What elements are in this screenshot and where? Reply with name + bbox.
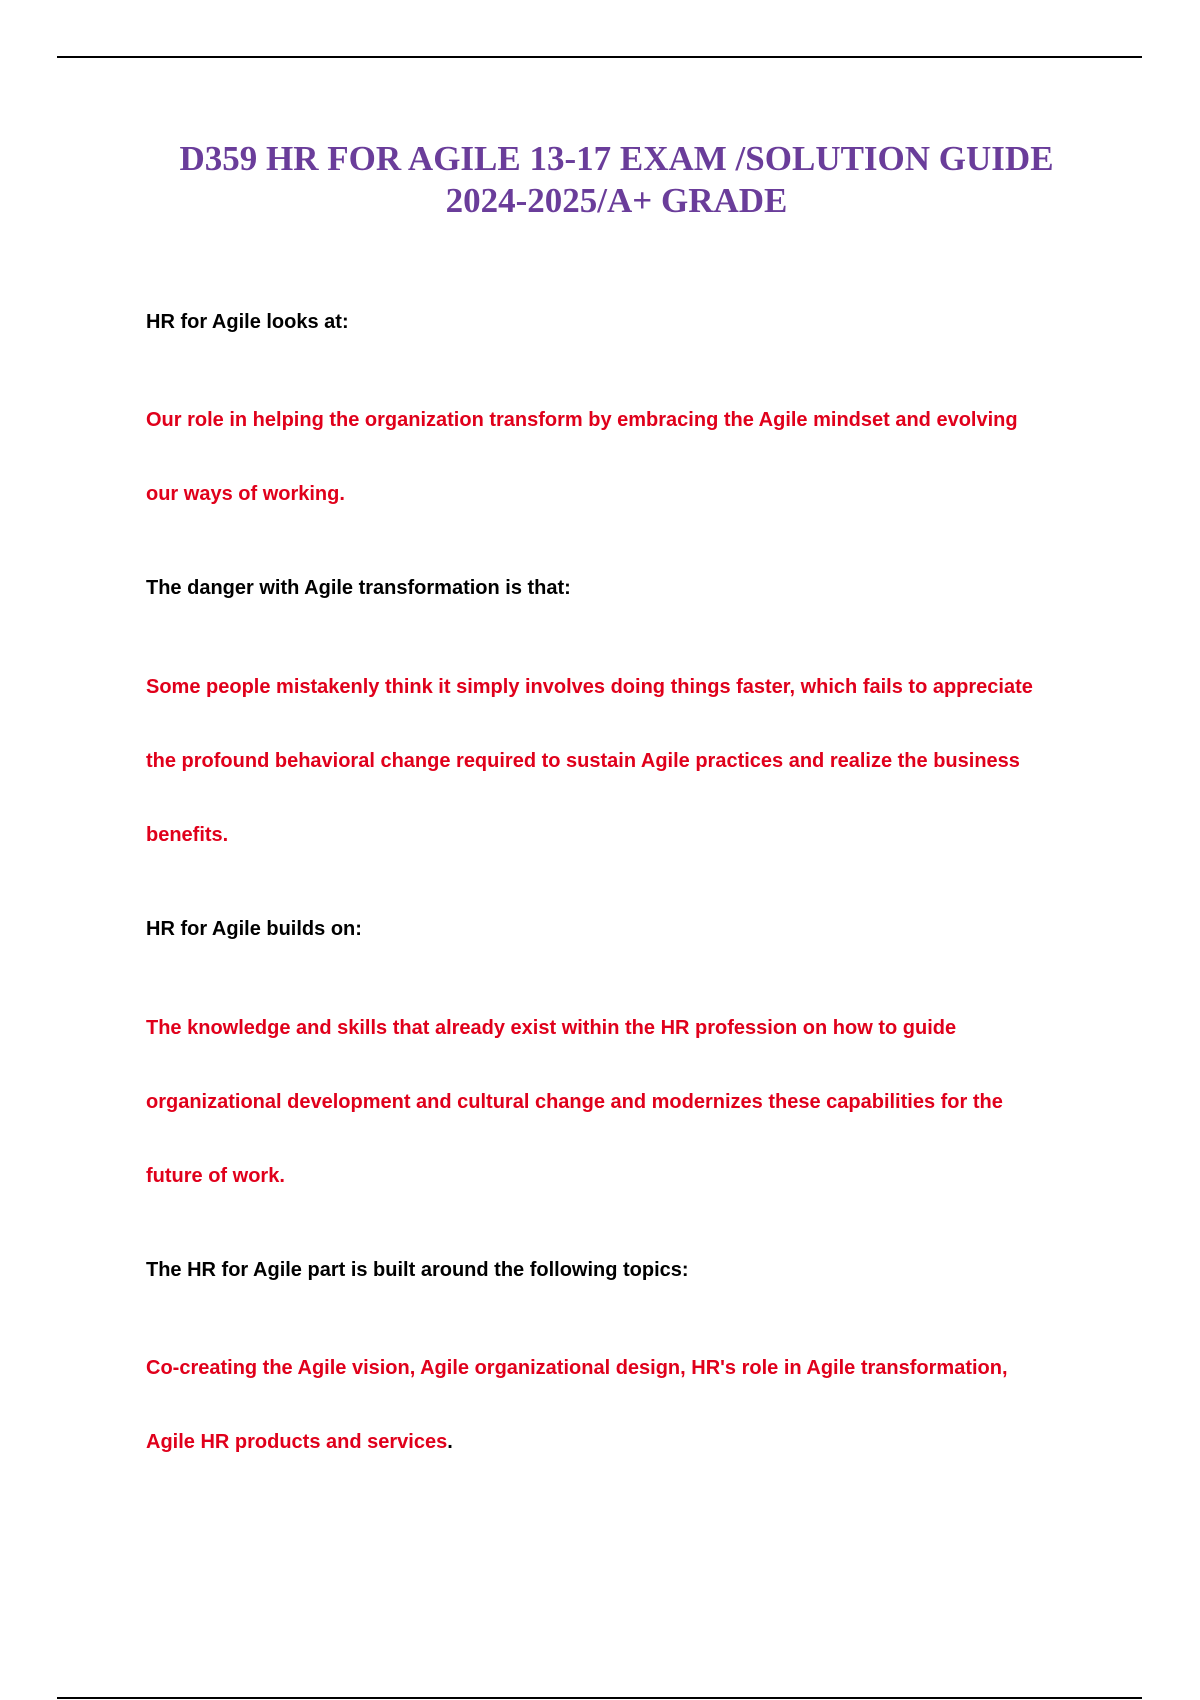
bottom-rule [57, 1697, 1142, 1699]
answer-4-line-2-text: Agile HR products and services [146, 1431, 448, 1453]
document-title [100, 138, 1133, 222]
answer-3-line-1: The knowledge and skills that already exist within the HR profession on how to guide [146, 1017, 957, 1039]
question-3: HR for Agile builds on: [146, 918, 362, 940]
answer-4-trailing-period: . [447, 1431, 453, 1453]
question-1: HR for Agile looks at: [146, 311, 349, 333]
answer-2 [146, 675, 1033, 897]
answer-1-line-1: Our role in helping the organization transform by embracing the Agile mindset and evolving [146, 409, 1018, 431]
answer-3-line-2: organizational development and cultural change and modernizes these capabilities for the [146, 1091, 1003, 1113]
question-4: The HR for Agile part is built around the following topics: [146, 1259, 689, 1281]
answer-4-line-2 [146, 1430, 1008, 1504]
answer-3-line-3: future of work. [146, 1165, 285, 1187]
question-2: The danger with Agile transformation is that: [146, 577, 571, 599]
answer-3 [146, 1016, 1003, 1238]
title-line-1: D359 HR FOR AGILE 13-17 EXAM /SOLUTION GUIDE [179, 139, 1054, 178]
answer-2-line-3: benefits. [146, 824, 229, 846]
answer-1 [146, 408, 1018, 556]
answer-2-line-2: the profound behavioral change required to sustain Agile practices and realize the business [146, 750, 1020, 772]
answer-4-line-1: Co-creating the Agile vision, Agile organizational design, HR's role in Agile transformation, [146, 1357, 1008, 1379]
answer-2-line-1: Some people mistakenly think it simply involves doing things faster, which fails to appreciate [146, 676, 1033, 698]
answer-1-line-2: our ways of working. [146, 483, 345, 505]
top-rule [57, 56, 1142, 58]
title-line-2: 2024-2025/A+ GRADE [445, 181, 788, 220]
answer-4 [146, 1356, 1008, 1504]
